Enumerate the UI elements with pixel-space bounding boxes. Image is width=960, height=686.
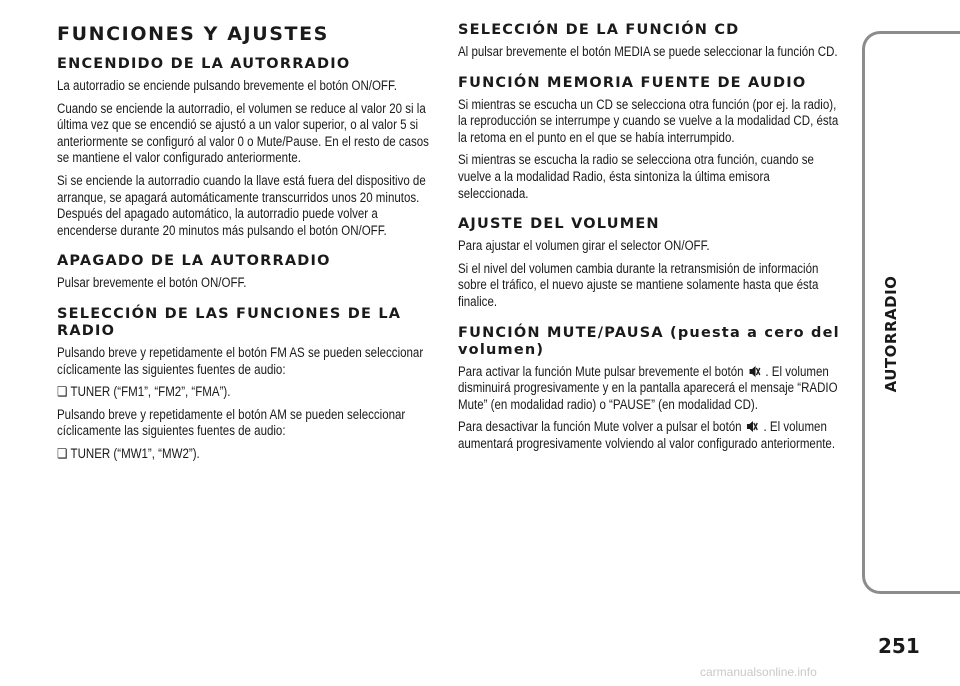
section-heading: AJUSTE DEL VOLUMEN	[458, 216, 660, 233]
paragraph: Pulsando breve y repetidamente el botón FM AS se pueden seleccionar cíclicamente las siguientes fuentes de audio:	[57, 344, 424, 377]
left-column	[57, 22, 442, 477]
mute-speaker-icon	[748, 365, 760, 378]
section-mute-pausa	[458, 325, 843, 453]
side-tab-text: AUTORRADIO	[882, 275, 900, 393]
section-heading: ENCENDIDO DE LA AUTORRADIO	[57, 56, 351, 72]
section-seleccion-funciones	[57, 306, 442, 463]
paragraph: Al pulsar brevemente el botón MEDIA se puede seleccionar la función CD.	[458, 44, 838, 59]
paragraph	[458, 419, 842, 452]
bullet-item: ❏ TUNER (“FM1”, “FM2”, “FMA”).	[57, 384, 441, 401]
section-memoria-fuente	[458, 75, 843, 203]
text-after: . El volumen aumentará progresivamente volviendo al valor configurado anteriormente.	[458, 419, 836, 451]
mute-speaker-icon	[747, 420, 759, 433]
paragraph: Si mientras se escucha la radio se selecciona otra función, cuando se vuelve a la modalidad Radio, ésta sintoniza la última emisora seleccionada.	[458, 152, 814, 201]
paragraph: Si mientras se escucha un CD se selecciona otra función (por ej. la radio), la reproducción se interrumpe y cuando se vuelve a la modalidad CD, ésta la retoma en el punto en el que se había interrumpido.	[458, 96, 839, 145]
paragraph: Pulsar brevemente el botón ON/OFF.	[57, 275, 247, 291]
section-apagado	[57, 253, 442, 292]
paragraph: Pulsando breve y repetidamente el botón AM se pueden seleccionar cíclicamente las siguientes fuentes de audio:	[57, 406, 406, 439]
right-column	[458, 22, 843, 467]
text-before: Para activar la función Mute pulsar brevemente el botón	[458, 363, 744, 379]
section-heading: FUNCIÓN MEMORIA FUENTE DE AUDIO	[458, 74, 807, 91]
section-heading: APAGADO DE LA AUTORRADIO	[57, 253, 331, 270]
paragraph: Para ajustar el volumen girar el selector ON/OFF.	[458, 238, 710, 254]
paragraph	[458, 364, 842, 414]
page-title: FUNCIONES Y AJUSTES	[57, 23, 329, 45]
side-tab-frame	[862, 31, 960, 594]
text-before: Para desactivar la función Mute volver a pulsar el botón	[458, 419, 742, 435]
paragraph: Si se enciende la autorradio cuando la llave está fuera del dispositivo de arranque, se apagará automáticamente transcurridos unos 20 minutos. Después del apagado automático, la autorradio puede volver a encenderse durante 20 minutos más pulsando el botón ON/OFF.	[57, 172, 426, 238]
text-after: . El volumen disminuirá progresivamente y en la pantalla aparecerá el mensaje “RADIO Mute” (en modalidad radio) o “PAUSE” (en modalidad CD).	[458, 363, 838, 412]
paragraph: Cuando se enciende la autorradio, el volumen se reduce al valor 20 si la última vez que se encendió se ajustó a un valor superior, o al valor 5 si anteriormente se configuró al valor 0 o Mute/Pause. En el resto de casos se mantiene el valor configurado anteriormente.	[57, 100, 429, 166]
section-ajuste-volumen	[458, 216, 843, 310]
section-heading: FUNCIÓN MUTE/PAUSA (puesta a cero del volumen)	[458, 324, 840, 358]
section-heading: SELECCIÓN DE LA FUNCIÓN CD	[458, 22, 740, 38]
page-number: 251	[878, 634, 920, 658]
paragraph: Si el nivel del volumen cambia durante la retransmisión de información sobre el tráfico, el nuevo ajuste se mantiene solamente hasta que ésta finalice.	[458, 260, 819, 309]
paragraph: La autorradio se enciende pulsando brevemente el botón ON/OFF.	[57, 78, 397, 93]
section-heading: SELECCIÓN DE LAS FUNCIONES DE LA RADIO	[57, 305, 402, 339]
section-encendido	[57, 56, 442, 239]
section-seleccion-cd	[458, 22, 843, 61]
bullet-item: ❏ TUNER (“MW1”, “MW2”).	[57, 446, 441, 463]
side-tab-label	[871, 275, 911, 393]
watermark: carmanualsonline.info	[700, 665, 817, 679]
